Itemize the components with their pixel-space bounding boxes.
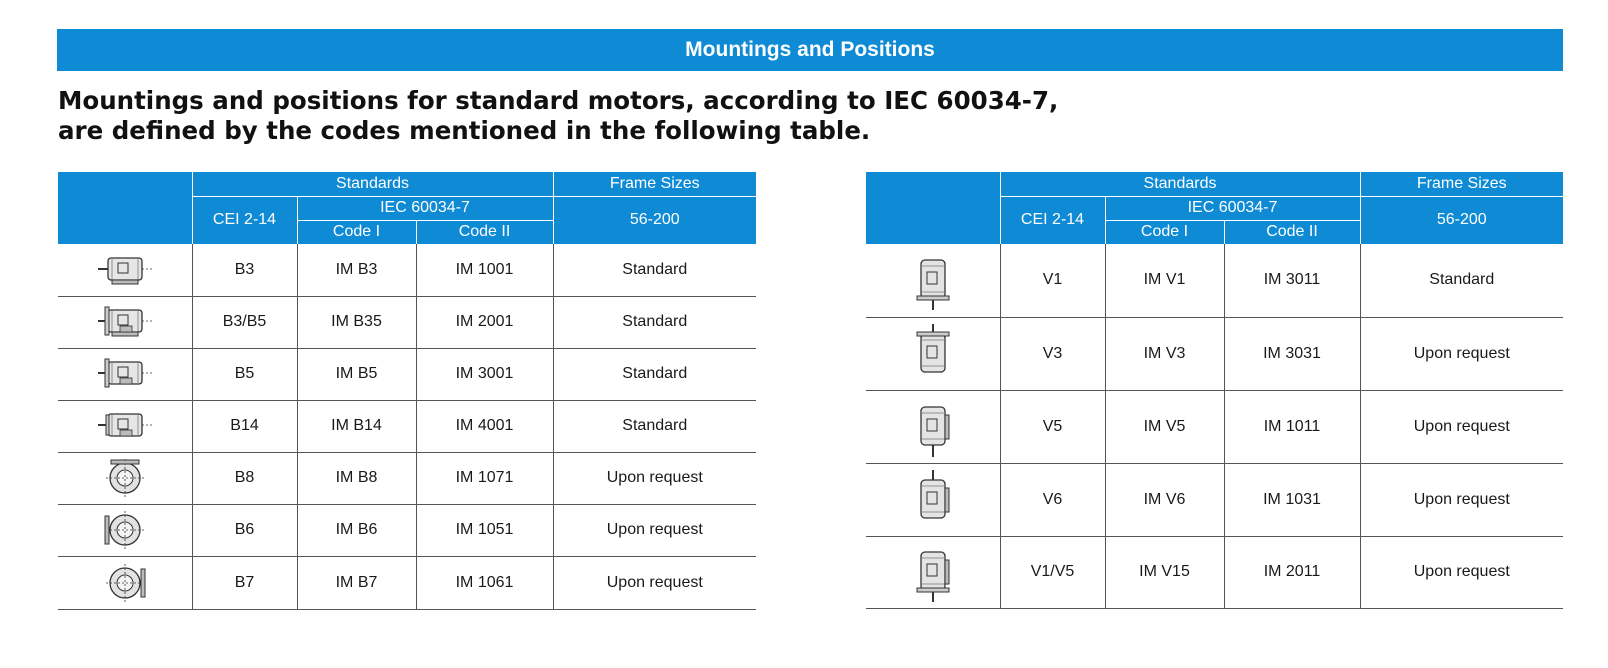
frame-availability-cell: Upon request bbox=[1360, 463, 1563, 536]
code2-cell: IM 1061 bbox=[416, 556, 553, 609]
frame-availability-cell: Upon request bbox=[553, 556, 756, 609]
code1-cell: IM B35 bbox=[297, 296, 416, 348]
iec-header: IEC 60034-7 bbox=[297, 196, 553, 220]
code1-cell: IM B5 bbox=[297, 348, 416, 400]
code1-cell: IM V1 bbox=[1105, 244, 1224, 317]
code1-cell: IM V15 bbox=[1105, 536, 1224, 608]
code1-cell: IM V3 bbox=[1105, 317, 1224, 390]
horizontal-foot-flange-motor-icon bbox=[58, 302, 192, 342]
table-row bbox=[58, 556, 756, 609]
icon-column-header bbox=[58, 172, 192, 244]
mountings-table-horizontal bbox=[58, 172, 756, 610]
icon-column-header bbox=[866, 172, 1000, 244]
code1-cell: IM B8 bbox=[297, 452, 416, 504]
code1-cell: IM B14 bbox=[297, 400, 416, 452]
code2-cell: IM 4001 bbox=[416, 400, 553, 452]
cei-code-cell: B6 bbox=[192, 504, 297, 556]
cei-code-cell: B7 bbox=[192, 556, 297, 609]
frame-availability-cell: Standard bbox=[553, 348, 756, 400]
mounting-icon-cell bbox=[866, 463, 1000, 536]
code2-cell: IM 3001 bbox=[416, 348, 553, 400]
table-row bbox=[866, 536, 1563, 608]
horizontal-flange-motor-icon bbox=[58, 354, 192, 394]
frame-availability-cell: Standard bbox=[553, 244, 756, 296]
code1-cell: IM V5 bbox=[1105, 390, 1224, 463]
mounting-icon-cell bbox=[866, 390, 1000, 463]
code2-cell: IM 1011 bbox=[1224, 390, 1360, 463]
vertical-shaft-up-foot-icon bbox=[866, 468, 1000, 532]
vertical-shaft-down-foot-icon bbox=[866, 395, 1000, 459]
table-row bbox=[58, 452, 756, 504]
frame-availability-cell: Standard bbox=[553, 296, 756, 348]
frame-sizes-header: Frame Sizes bbox=[1360, 172, 1563, 196]
frame-sizes-header: Frame Sizes bbox=[553, 172, 756, 196]
frame-range-header: 56-200 bbox=[553, 196, 756, 244]
code2-header: Code II bbox=[1224, 220, 1360, 244]
vertical-shaft-down-foot-flange-icon bbox=[866, 540, 1000, 604]
table-row bbox=[58, 296, 756, 348]
cei-code-cell: V6 bbox=[1000, 463, 1105, 536]
iec-header: IEC 60034-7 bbox=[1105, 196, 1360, 220]
frame-availability-cell: Upon request bbox=[553, 452, 756, 504]
wall-mount-left-motor-icon bbox=[58, 507, 192, 553]
wall-mount-right-motor-icon bbox=[58, 560, 192, 606]
cei-code-cell: V1 bbox=[1000, 244, 1105, 317]
table-row bbox=[866, 317, 1563, 390]
intro-line-1: Mountings and positions for standard motors, according to IEC 60034-7, bbox=[58, 86, 1059, 115]
cei-code-cell: B5 bbox=[192, 348, 297, 400]
banner-title: Mountings and Positions bbox=[685, 38, 935, 61]
ceiling-mount-motor-icon bbox=[58, 455, 192, 501]
table-row bbox=[866, 244, 1563, 317]
code2-cell: IM 1001 bbox=[416, 244, 553, 296]
cei-code-cell: B14 bbox=[192, 400, 297, 452]
code1-cell: IM B6 bbox=[297, 504, 416, 556]
code2-cell: IM 2011 bbox=[1224, 536, 1360, 608]
intro-text bbox=[58, 86, 1258, 146]
mountings-table-vertical bbox=[866, 172, 1563, 609]
code2-cell: IM 3031 bbox=[1224, 317, 1360, 390]
cei-header: CEI 2-14 bbox=[1000, 196, 1105, 244]
vertical-shaft-up-flange-icon bbox=[866, 322, 1000, 386]
table-row bbox=[58, 244, 756, 296]
mounting-icon-cell bbox=[58, 296, 192, 348]
code1-cell: IM B7 bbox=[297, 556, 416, 609]
frame-availability-cell: Upon request bbox=[1360, 390, 1563, 463]
mounting-icon-cell bbox=[58, 400, 192, 452]
frame-availability-cell: Upon request bbox=[1360, 536, 1563, 608]
mounting-icon-cell bbox=[58, 348, 192, 400]
horizontal-foot-motor-icon bbox=[58, 250, 192, 290]
code1-cell: IM V6 bbox=[1105, 463, 1224, 536]
vertical-shaft-down-flange-icon bbox=[866, 248, 1000, 312]
cei-header: CEI 2-14 bbox=[192, 196, 297, 244]
cei-code-cell: B3 bbox=[192, 244, 297, 296]
code2-cell: IM 1071 bbox=[416, 452, 553, 504]
table-row bbox=[866, 390, 1563, 463]
code1-header: Code I bbox=[1105, 220, 1224, 244]
intro-line-2: are defined by the codes mentioned in the following table. bbox=[58, 116, 871, 145]
mounting-icon-cell bbox=[58, 504, 192, 556]
mounting-icon-cell bbox=[866, 317, 1000, 390]
mounting-icon-cell bbox=[58, 452, 192, 504]
code2-cell: IM 1051 bbox=[416, 504, 553, 556]
section-banner bbox=[57, 29, 1563, 71]
table-row bbox=[58, 348, 756, 400]
horizontal-face-motor-icon bbox=[58, 406, 192, 446]
frame-availability-cell: Upon request bbox=[553, 504, 756, 556]
cei-code-cell: V1/V5 bbox=[1000, 536, 1105, 608]
code1-header: Code I bbox=[297, 220, 416, 244]
cei-code-cell: B8 bbox=[192, 452, 297, 504]
table-row bbox=[58, 504, 756, 556]
mounting-icon-cell bbox=[58, 244, 192, 296]
code2-cell: IM 1031 bbox=[1224, 463, 1360, 536]
standards-header: Standards bbox=[192, 172, 553, 196]
table-row bbox=[866, 463, 1563, 536]
mounting-icon-cell bbox=[866, 244, 1000, 317]
table-row bbox=[58, 400, 756, 452]
mounting-icon-cell bbox=[58, 556, 192, 609]
mounting-icon-cell bbox=[866, 536, 1000, 608]
standards-header: Standards bbox=[1000, 172, 1360, 196]
cei-code-cell: V3 bbox=[1000, 317, 1105, 390]
frame-availability-cell: Upon request bbox=[1360, 317, 1563, 390]
code2-cell: IM 3011 bbox=[1224, 244, 1360, 317]
cei-code-cell: V5 bbox=[1000, 390, 1105, 463]
frame-range-header: 56-200 bbox=[1360, 196, 1563, 244]
code1-cell: IM B3 bbox=[297, 244, 416, 296]
frame-availability-cell: Standard bbox=[1360, 244, 1563, 317]
code2-cell: IM 2001 bbox=[416, 296, 553, 348]
cei-code-cell: B3/B5 bbox=[192, 296, 297, 348]
code2-header: Code II bbox=[416, 220, 553, 244]
frame-availability-cell: Standard bbox=[553, 400, 756, 452]
